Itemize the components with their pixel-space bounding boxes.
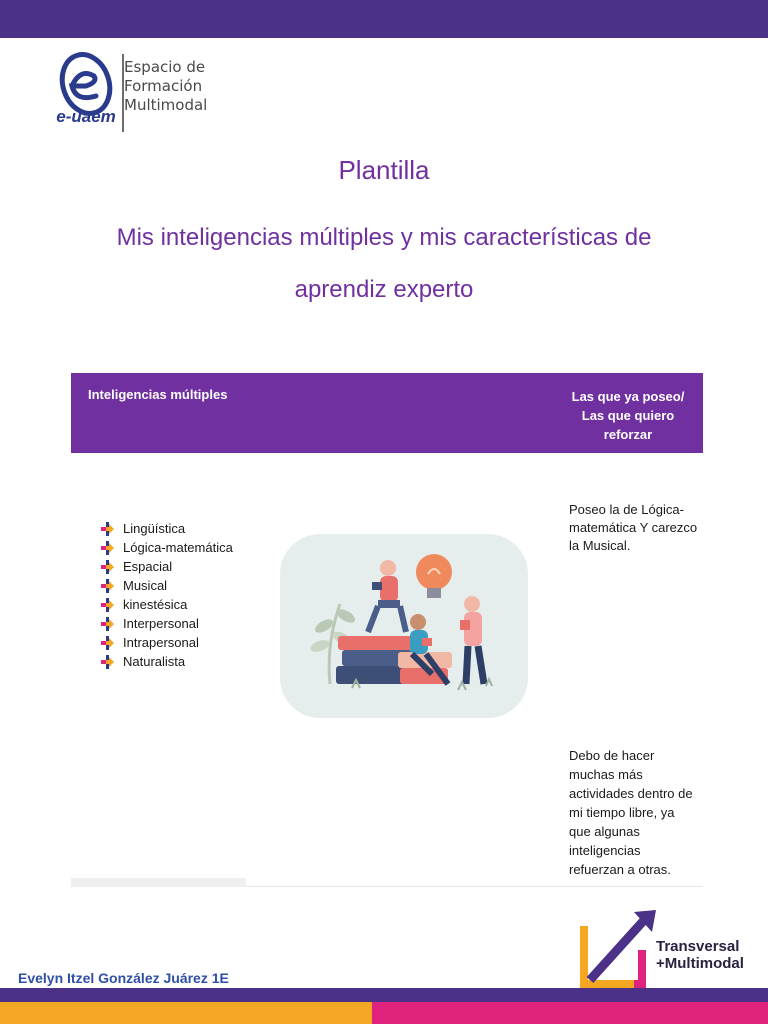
title-block — [0, 150, 768, 316]
header-owned-to-reinforce: Las que ya poseo/ Las que quiero reforzar — [571, 389, 685, 442]
document-title: Plantilla — [338, 155, 430, 185]
arrow-bullet-icon — [101, 636, 115, 650]
intelligence-label: Naturalista — [123, 654, 186, 669]
arrow-bullet-icon — [101, 560, 115, 574]
table-bottom-line — [246, 886, 703, 887]
table-header — [71, 373, 703, 453]
note-owned-intelligences: Poseo la de Lógica-matemática Y carezco la Musical. — [569, 502, 698, 553]
transversal-arrow-icon — [576, 910, 656, 988]
brand-line-2: +Multimodal — [656, 955, 744, 972]
logo-text — [124, 58, 207, 115]
list-item — [101, 557, 233, 576]
intelligences-list — [101, 519, 233, 671]
list-item — [101, 614, 233, 633]
header-intelligences: Inteligencias múltiples — [88, 387, 228, 402]
list-item — [101, 519, 233, 538]
table-bottom-gray-line — [71, 878, 246, 887]
intelligence-label: Lógica-matemática — [123, 540, 233, 555]
note-reinforce: Debo de hacer muchas más actividades dentro de mi tiempo libre, ya que algunas inteligencias refuerzan a otras. — [569, 748, 693, 877]
arrow-bullet-icon — [101, 579, 115, 593]
list-item — [101, 576, 233, 595]
intelligence-label: Musical — [123, 578, 168, 593]
transversal-multimodal-logo — [576, 910, 756, 988]
intelligence-label: Lingüística — [123, 521, 186, 536]
list-item — [101, 595, 233, 614]
intelligence-label: kinestésica — [123, 597, 188, 612]
bottom-orange-bar — [0, 1002, 372, 1024]
logo-line-1: Espacio de — [124, 58, 206, 76]
intelligence-label: Espacial — [123, 559, 173, 574]
top-color-bar — [0, 0, 768, 38]
author-name: Evelyn Itzel González Juárez 1E — [18, 970, 229, 986]
euaem-logo — [50, 50, 220, 136]
intelligence-label: Interpersonal — [123, 616, 199, 631]
list-item — [101, 652, 233, 671]
logo-brand-text: e-uaem — [56, 107, 116, 126]
arrow-bullet-icon — [101, 522, 115, 536]
people-reading-books-illustration — [280, 534, 528, 718]
list-item — [101, 538, 233, 557]
bottom-purple-bar — [0, 988, 768, 1002]
arrow-bullet-icon — [101, 655, 115, 669]
logo-line-3: Multimodal — [124, 96, 208, 114]
intelligence-label: Intrapersonal — [123, 635, 199, 650]
logo-line-2: Formación — [124, 77, 203, 95]
transversal-brand-text — [656, 938, 744, 972]
list-item — [101, 633, 233, 652]
arrow-bullet-icon — [101, 617, 115, 631]
bottom-pink-bar — [372, 1002, 768, 1024]
arrow-bullet-icon — [101, 598, 115, 612]
euaem-logo-mark-icon — [50, 50, 122, 136]
arrow-bullet-icon — [101, 541, 115, 555]
brand-line-1: Transversal — [656, 938, 740, 955]
document-subtitle: Mis inteligencias múltiples y mis características de aprendiz experto — [116, 224, 652, 303]
